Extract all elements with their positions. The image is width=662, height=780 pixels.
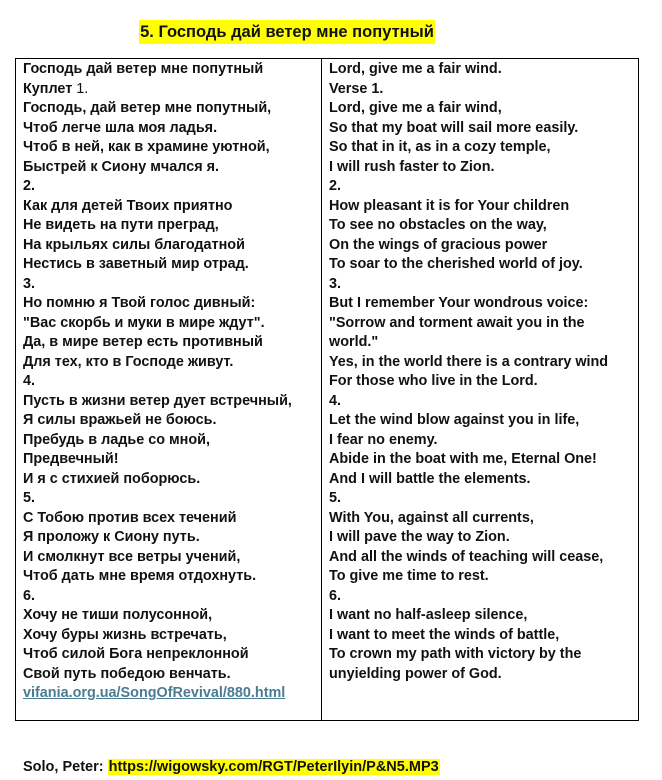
verse-number: 1.	[76, 80, 89, 97]
footer	[23, 756, 440, 778]
lyric-line: 6.	[23, 587, 36, 604]
english-lines	[329, 60, 631, 684]
lyric-line: I want to meet the winds of battle,	[329, 626, 560, 643]
lyric-line: I want no half-asleep silence,	[329, 607, 528, 623]
russian-column	[16, 59, 322, 720]
lyric-line: How pleasant it is for Your children	[329, 197, 570, 214]
lyric-line: 2.	[23, 178, 36, 194]
lyric-line: I fear no enemy.	[329, 431, 438, 448]
lyric-line: Let the wind blow against you in life,	[329, 412, 580, 428]
lyric-line: But I remember Your wondrous voice:	[329, 295, 589, 311]
lyric-line: Как для детей Твоих приятно	[23, 197, 233, 214]
lyric-line: И я с стихией поборюсь.	[23, 470, 201, 487]
lyric-line: Я силы вражьей не боюсь.	[23, 412, 217, 428]
lyric-line: For those who live in the Lord.	[329, 373, 538, 389]
lyric-line: world."	[329, 334, 379, 350]
lyric-line: Хочу не тиши полусонной,	[23, 607, 213, 623]
lyric-line: Быстрей к Сиону мчался я.	[23, 158, 219, 175]
lyric-line: Я проложу к Сиону путь.	[23, 529, 200, 545]
lyric-line: Чтоб в ней, как в храмине уютной,	[23, 139, 270, 155]
lyrics-table	[15, 58, 639, 721]
lyric-line: Хочу буры жизнь встречать,	[23, 626, 227, 643]
lyric-line: 4.	[23, 373, 36, 389]
lyric-line: На крыльях силы благодатной	[23, 236, 245, 253]
lyric-line: Lord, give me a fair wind,	[329, 100, 502, 116]
lyric-line: Для тех, кто в Господе живут.	[23, 353, 234, 370]
lyric-line: Но помню я Твой голос дивный:	[23, 295, 256, 311]
song-title: 5. Господь дай ветер мне попутный	[139, 20, 435, 44]
lyric-line: Verse 1.	[329, 80, 384, 97]
audio-link[interactable]: https://wigowsky.com/RGT/PeterIlyin/P&N5.MP3	[108, 759, 439, 775]
lyric-line: Lord, give me a fair wind.	[329, 61, 502, 77]
lyric-line: With You, against all currents,	[329, 509, 534, 526]
lyric-line: So that in it, as in a cozy temple,	[329, 139, 551, 155]
lyric-line: 2.	[329, 178, 342, 194]
lyric-line: "Sorrow and torment await you in the	[329, 314, 585, 331]
lyric-line: 5.	[329, 490, 342, 506]
lyric-line: Чтоб дать мне время отдохнуть.	[23, 568, 257, 584]
lyric-line: Yes, in the world there is a contrary wind	[329, 353, 609, 370]
lyric-line: To give me time to rest.	[329, 568, 489, 584]
lyric-line: Свой путь победою венчать.	[23, 665, 231, 682]
lyric-line: 6.	[329, 587, 342, 604]
russian-heading: Господь дай ветер мне попутный	[23, 61, 264, 77]
lyric-line: Да, в мире ветер есть противный	[23, 334, 263, 350]
russian-lines	[23, 99, 314, 684]
russian-verse-label-line	[23, 80, 314, 100]
lyric-line: 5.	[23, 490, 36, 506]
lyric-line: On the wings of gracious power	[329, 236, 548, 253]
lyric-line: Чтоб легче шла моя ладья.	[23, 119, 218, 136]
lyric-line: Нестись в заветный мир отрад.	[23, 256, 249, 272]
lyric-line: Пребудь в ладье со мной,	[23, 431, 211, 448]
lyric-line: 4.	[329, 392, 342, 409]
lyric-line: I will rush faster to Zion.	[329, 158, 495, 175]
lyric-line: Abide in the boat with me, Eternal One!	[329, 451, 597, 467]
footer-label: Solo, Peter:	[23, 759, 104, 775]
lyric-line: 3.	[329, 275, 342, 292]
lyric-line: To crown my path with victory by the	[329, 646, 582, 662]
title-container	[0, 20, 662, 44]
english-column	[322, 59, 638, 720]
lyric-line: 3.	[23, 275, 36, 292]
lyric-line: And I will battle the elements.	[329, 470, 531, 487]
lyric-line: Пусть в жизни ветер дует встречный,	[23, 392, 292, 409]
lyric-line: To see no obstacles on the way,	[329, 217, 547, 233]
source-link-line	[23, 684, 314, 704]
lyric-line: And all the winds of teaching will cease,	[329, 548, 604, 565]
lyric-line: С Тобою против всех течений	[23, 509, 237, 526]
lyric-line: Не видеть на пути преград,	[23, 217, 219, 233]
lyric-line: So that my boat will sail more easily.	[329, 119, 579, 136]
lyric-line: To soar to the cherished world of joy.	[329, 256, 583, 272]
lyric-line: И смолкнут все ветры учений,	[23, 548, 241, 565]
lyric-line: Господь, дай ветер мне попутный,	[23, 100, 272, 116]
lyric-line: Предвечный!	[23, 451, 119, 467]
lyric-line: I will pave the way to Zion.	[329, 529, 510, 545]
lyric-line: "Вас скорбь и муки в мире ждут".	[23, 314, 265, 331]
lyric-line: Чтоб силой Бога непреклонной	[23, 646, 249, 662]
verse-label: Куплет	[23, 80, 73, 97]
source-link[interactable]: vifania.org.ua/SongOfRevival/880.html	[23, 685, 286, 701]
lyric-line: unyielding power of God.	[329, 665, 502, 682]
